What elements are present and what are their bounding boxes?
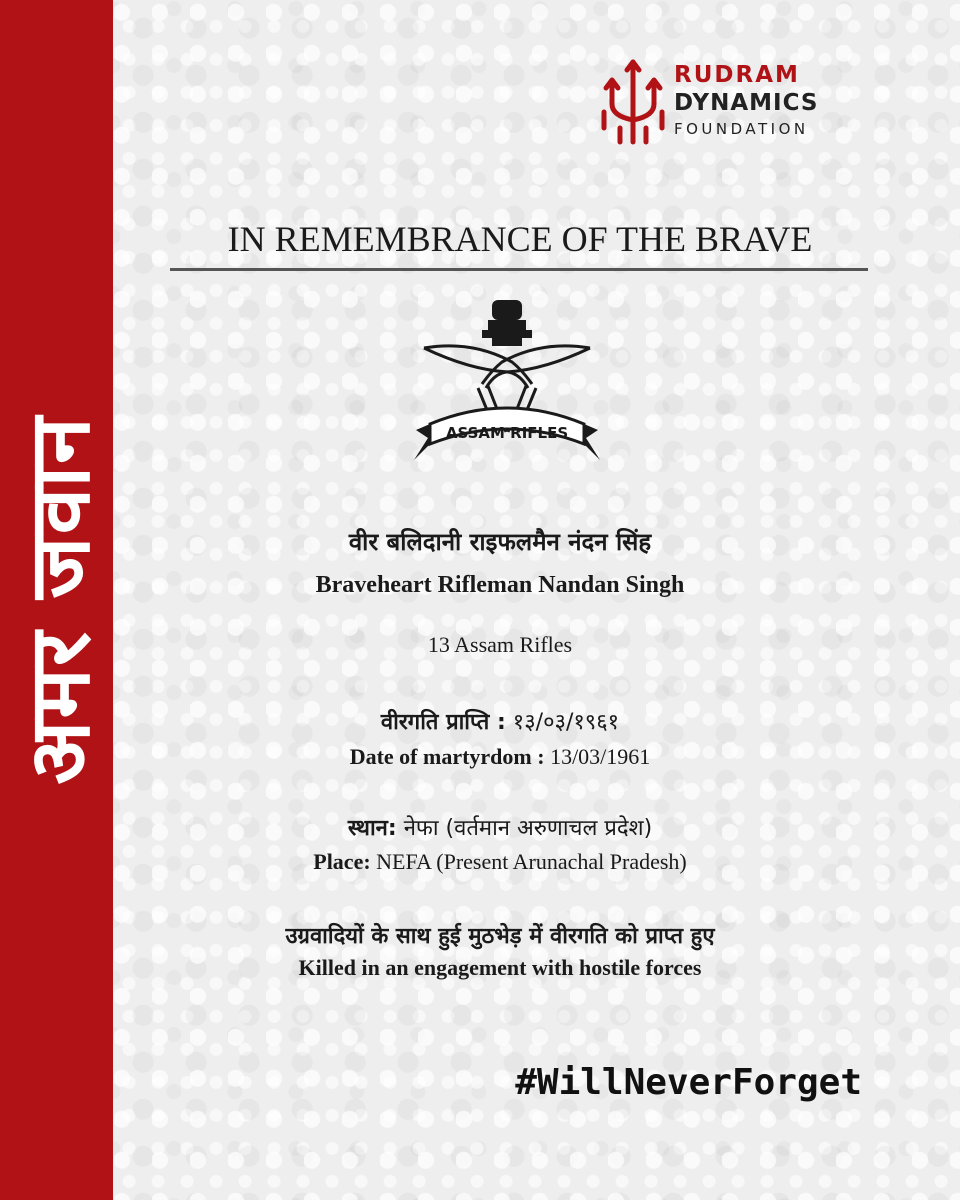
martyrdom-label-hindi: वीरगति प्राप्ति :	[380, 710, 506, 735]
place-label-english: Place:	[313, 849, 371, 874]
martyrdom-date-hindi	[140, 706, 860, 736]
soldier-name-english: Braveheart Rifleman Nandan Singh	[315, 572, 685, 598]
martyrdom-label-english: Date of martyrdom :	[349, 744, 545, 769]
martyrdom-value-english: 13/03/1961	[544, 744, 651, 769]
side-banner-text: अमर जवान	[10, 415, 109, 785]
assam-rifles-emblem-icon	[412, 292, 602, 470]
soldier-name-hindi: वीर बलिदानी राइफलमैन नंदन सिंह	[348, 528, 652, 556]
event-english: Killed in an engagement with hostile forces	[298, 955, 702, 980]
title-divider	[170, 268, 868, 271]
martyrdom-value-hindi: १३/०३/१९६१	[505, 710, 620, 735]
place-value-english: NEFA (Present Arunachal Pradesh)	[370, 849, 687, 874]
trident-icon	[600, 58, 666, 148]
event-hindi: उग्रवादियों के साथ हुई मुठभेड़ में वीरगति को प्राप्त हुए	[285, 924, 715, 949]
soldier-unit: 13 Assam Rifles	[427, 632, 573, 657]
place-label-hindi: स्थान:	[347, 816, 397, 841]
foundation-logo	[600, 58, 870, 148]
martyrdom-date-english	[140, 744, 860, 770]
emblem-banner-text: ASSAM RIFLES	[445, 424, 569, 442]
side-banner	[0, 0, 113, 1200]
place-hindi	[140, 812, 860, 842]
place-value-hindi: नेफा (वर्तमान अरुणाचल प्रदेश)	[396, 816, 653, 841]
place-english	[140, 849, 860, 875]
logo-text-rudram: RUDRAM	[674, 62, 800, 88]
logo-text-dynamics: DYNAMICS	[674, 90, 819, 116]
hashtag: #WillNeverForget	[515, 1062, 862, 1103]
logo-text-foundation: FOUNDATION	[674, 120, 809, 138]
page-title: IN REMEMBRANCE OF THE BRAVE	[227, 219, 813, 259]
